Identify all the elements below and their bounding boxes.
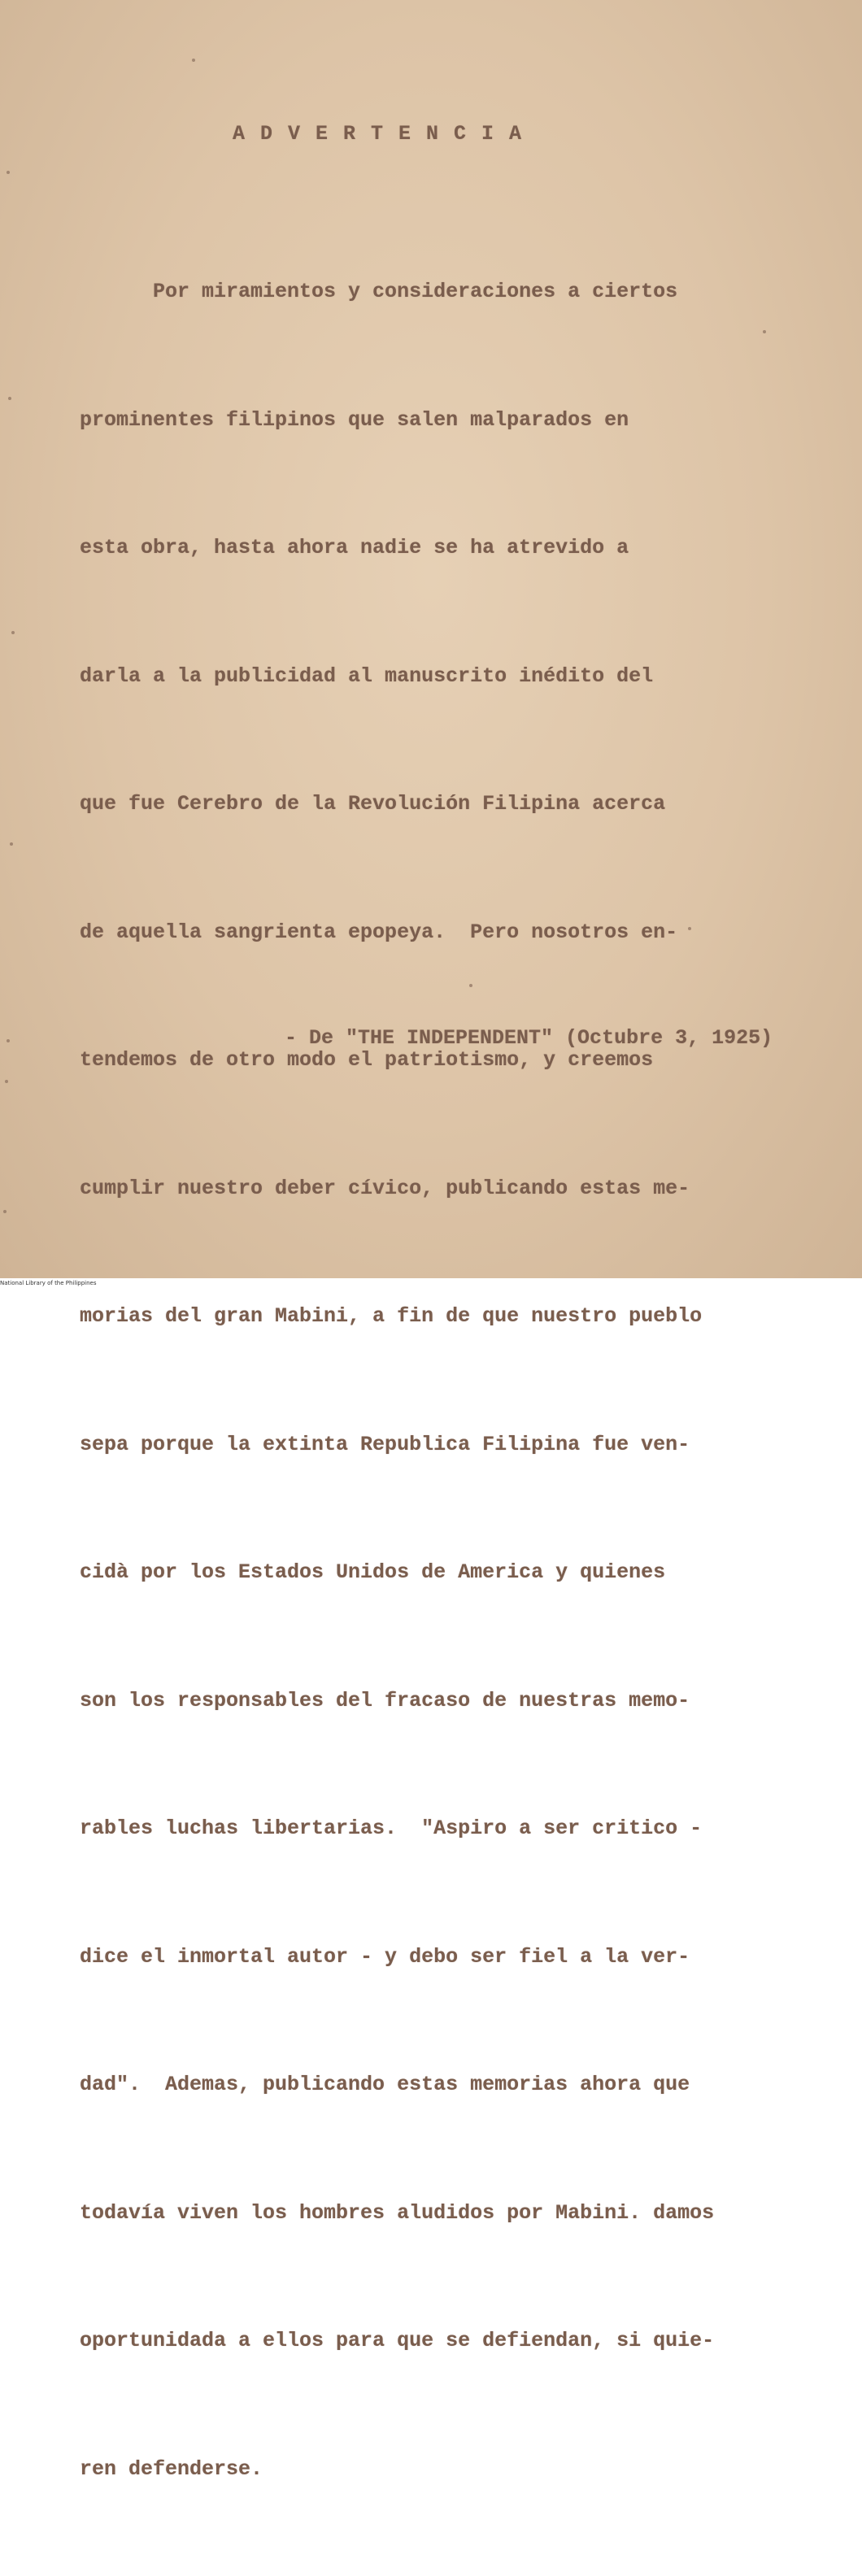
body-line: rables luchas libertarias. "Aspiro a ser critico - bbox=[80, 1817, 703, 1840]
paper-speck bbox=[8, 397, 11, 400]
paper-speck bbox=[10, 842, 13, 846]
document-title: A D V E R T E N C I A bbox=[233, 122, 524, 146]
body-line: oportunidada a ellos para que se defiendan, si quie- bbox=[80, 2329, 715, 2352]
body-line: prominentes filipinos que salen malparados en bbox=[80, 407, 629, 432]
attribution: - De "THE INDEPENDENT" (Octubre 3, 1925) bbox=[285, 1026, 773, 1050]
paper-speck bbox=[192, 59, 195, 62]
body-line: son los responsables del fracaso de nuestras memo- bbox=[80, 1688, 690, 1712]
body-line: de aquella sangrienta epopeya. Pero nosotros en- bbox=[80, 920, 678, 944]
body-line: dice el inmortal autor - y debo ser fiel a la ver- bbox=[80, 1944, 690, 1969]
paper-speck bbox=[5, 1080, 8, 1083]
body-line: Por miramientos y consideraciones a ciertos bbox=[80, 280, 678, 303]
body-line: ren defenderse. bbox=[80, 2456, 263, 2481]
body-line: todavía viven los hombres aludidos por Mabini. damos bbox=[80, 2200, 715, 2225]
paper-speck bbox=[11, 631, 15, 634]
paper-speck bbox=[469, 984, 472, 987]
body-line: cidà por los Estados Unidos de America y quienes bbox=[80, 1560, 666, 1584]
body-line: sepa porque la extinta Republica Filipina fue ven- bbox=[80, 1432, 690, 1456]
paper-speck bbox=[763, 330, 766, 333]
body-line: dad". Ademas, publicando estas memorias ahora que bbox=[80, 2073, 690, 2096]
paper-speck bbox=[7, 1039, 10, 1042]
body-line: darla a la publicidad al manuscrito inédito del bbox=[80, 664, 654, 688]
paper-speck bbox=[688, 927, 691, 930]
body-line: que fue Cerebro de la Revolución Filipina acerca bbox=[80, 792, 666, 816]
paper-speck bbox=[3, 1210, 7, 1213]
body-line: tendemos de otro modo el patriotismo, y creemos bbox=[80, 1048, 654, 1072]
body-line: esta obra, hasta ahora nadie se ha atrevido a bbox=[80, 536, 629, 559]
body-line: morias del gran Mabini, a fin de que nuestro pueblo bbox=[80, 1304, 703, 1328]
paper-speck bbox=[7, 171, 10, 174]
document-body bbox=[80, 185, 714, 2576]
footer-credit: National Library of the Philippines bbox=[0, 1280, 97, 1286]
body-line: cumplir nuestro deber cívico, publicando estas me- bbox=[80, 1176, 690, 1200]
